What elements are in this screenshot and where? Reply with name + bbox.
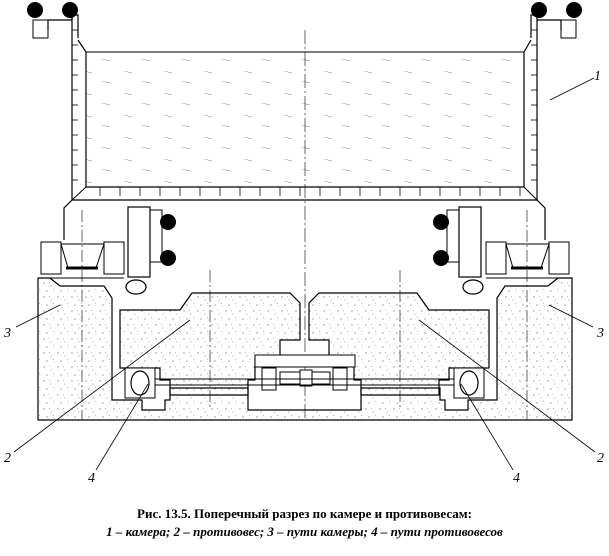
top-wheel-icon xyxy=(566,2,582,18)
pulley-icon xyxy=(433,214,449,230)
chamber xyxy=(27,2,582,240)
top-wheel-icon xyxy=(531,2,547,18)
chamber-outer-wall xyxy=(48,15,78,38)
figure-caption: Рис. 13.5. Поперечный разрез по камере и противовесам: xyxy=(137,506,472,521)
callout-counterweight-left: 2 xyxy=(4,451,11,466)
roller-icon xyxy=(463,280,483,294)
callout-counterweight-track-left: 4 xyxy=(88,471,95,486)
callout-counterweight-track-right: 4 xyxy=(513,471,520,486)
pulley-icon xyxy=(433,250,449,266)
roller-icon xyxy=(126,280,146,294)
callout-chamber-track-right: 3 xyxy=(597,326,604,341)
top-wheel-icon xyxy=(62,2,78,18)
roller-icon xyxy=(131,371,149,395)
callout-chamber-track-left: 3 xyxy=(4,326,11,341)
pulley-icon xyxy=(160,214,176,230)
roller-icon xyxy=(460,371,478,395)
callout-chamber: 1 xyxy=(594,69,601,84)
top-wheel-icon xyxy=(27,2,43,18)
pulley-icon xyxy=(160,250,176,266)
callout-counterweight-right: 2 xyxy=(597,451,604,466)
figure-legend: 1 – камера; 2 – противовес; 3 – пути камеры; 4 – пути противовесов xyxy=(106,524,503,539)
counterweight-hangers xyxy=(126,207,483,294)
